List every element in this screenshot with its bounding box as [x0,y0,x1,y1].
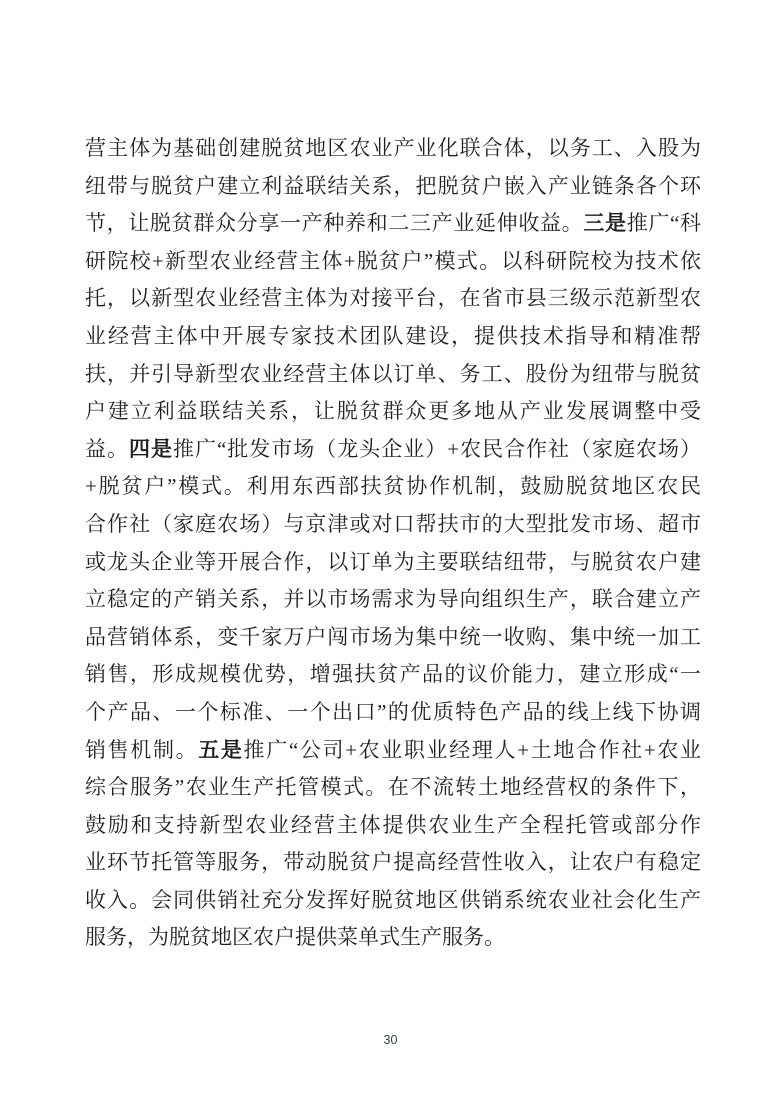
text-line [85,882,701,920]
body-text: 研院校+新型农业经营主体+脱贫户”模式。以科研院校为技术依 [85,248,701,273]
text-line [85,581,701,619]
document-body [85,130,701,957]
body-text: 纽带与脱贫户建立利益联结关系，把脱贫户嵌入产业链条各个环 [85,173,701,198]
body-text: 销售机制。 [85,737,199,762]
text-line [85,280,701,318]
text-line [85,844,701,882]
body-text: 扶，并引导新型农业经营主体以订单、务工、股份为纽带与脱贫 [85,361,701,386]
text-line [85,168,701,206]
body-text: 服务，为脱贫地区农户提供菜单式生产服务。 [85,925,505,950]
page-number: 30 [383,1033,398,1047]
body-text: 节，让脱贫群众分享一产种养和二三产业延伸收益。 [85,211,584,236]
text-line [85,732,701,770]
emphasis-text: 四是 [129,436,173,461]
body-text: 合作社（家庭农场）与京津或对口帮扶市的大型批发市场、超市 [85,511,701,536]
text-line [85,544,701,582]
body-text: 综合服务”农业生产托管模式。在不流转土地经营权的条件下， [85,775,701,800]
emphasis-text: 三是 [583,211,627,236]
text-line [85,468,701,506]
body-text: 户建立利益联结关系，让脱贫群众更多地从产业发展调整中受 [85,399,701,424]
body-text: 销售，形成规模优势，增强扶贫产品的议价能力，建立形成“一 [85,662,701,687]
text-line [85,393,701,431]
body-text: 业环节托管等服务，带动脱贫户提高经营性收入，让农户有稳定 [85,850,701,875]
body-text: 推广“科 [626,211,701,236]
body-text: 鼓励和支持新型农业经营主体提供农业生产全程托管或部分作 [85,812,701,837]
emphasis-text: 五是 [198,737,244,762]
text-line [85,619,701,657]
text-line [85,130,701,168]
text-line [85,205,701,243]
text-line [85,318,701,356]
text-line [85,694,701,732]
text-line [85,506,701,544]
text-line [85,807,701,845]
body-text: 业经营主体中开展专家技术团队建设，提供技术指导和精准帮 [85,323,701,348]
body-text: 营主体为基础创建脱贫地区农业产业化联合体，以务工、入股为 [85,136,701,160]
body-text: 收入。会同供销社充分发挥好脱贫地区供销系统农业社会化生产 [85,887,701,912]
text-line [85,356,701,394]
body-text: +脱贫户”模式。利用东西部扶贫协作机制，鼓励脱贫地区农民 [85,474,701,499]
text-line [85,431,701,469]
body-text: 推广“公司+农业职业经理人+土地合作社+农业 [243,737,701,762]
body-text: 品营销体系，变千家万户闯市场为集中统一收购、集中统一加工 [85,624,701,649]
text-line [85,243,701,281]
text-line [85,769,701,807]
text-line [85,919,701,957]
body-text: 益。 [85,436,129,461]
body-text: 或龙头企业等开展合作，以订单为主要联结纽带，与脱贫农户建 [85,549,701,574]
body-text: 立稳定的产销关系，并以市场需求为导向组织生产，联合建立产 [85,587,701,612]
body-text: 托，以新型农业经营主体为对接平台，在省市县三级示范新型农 [85,286,701,311]
body-text: 推广“批发市场（龙头企业）+农民合作社（家庭农场） [173,436,701,461]
body-text: 个产品、一个标准、一个出口”的优质特色产品的线上线下协调 [85,699,701,724]
text-line [85,656,701,694]
